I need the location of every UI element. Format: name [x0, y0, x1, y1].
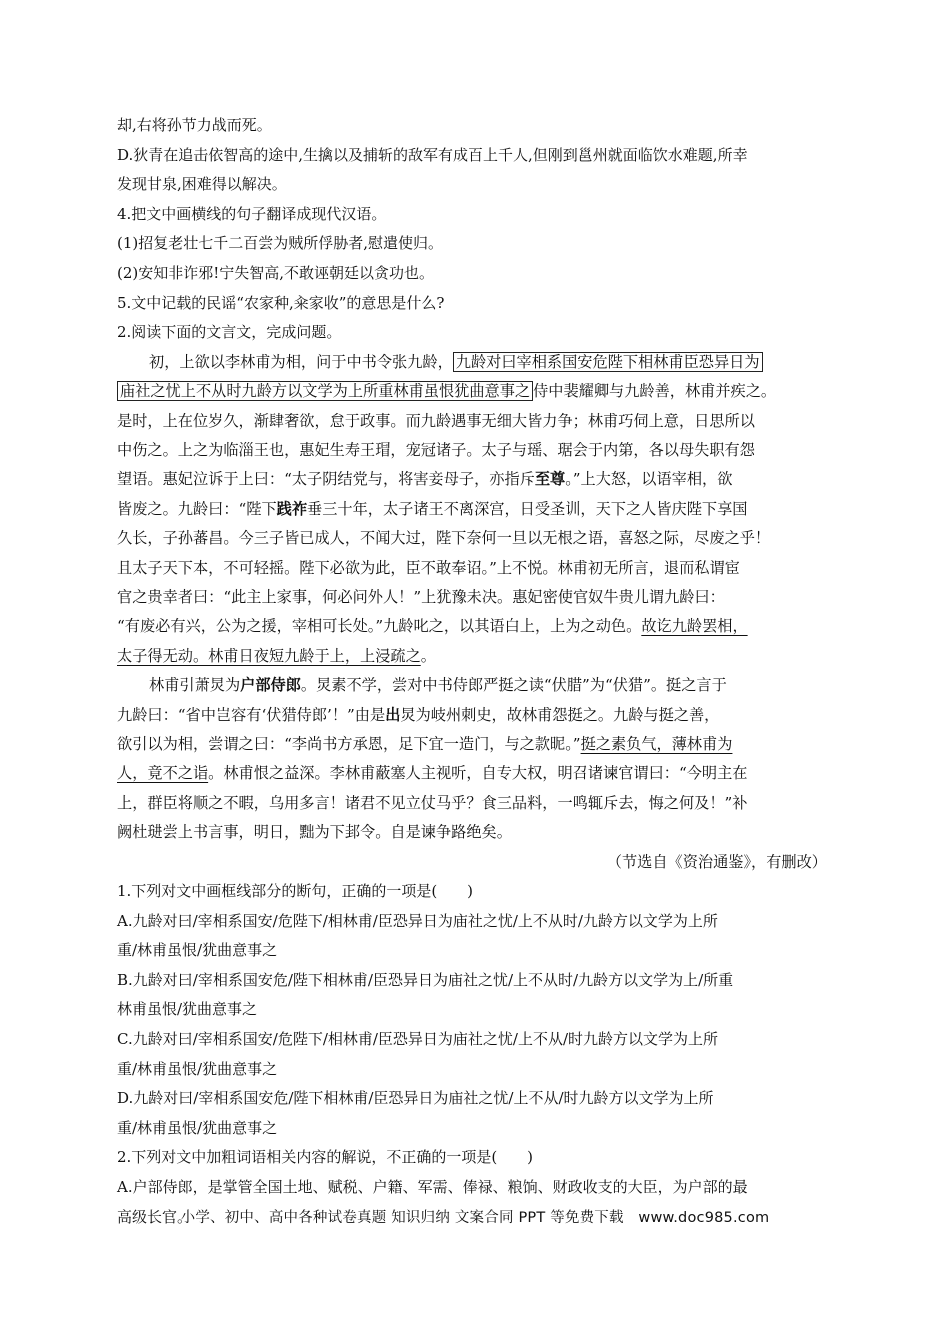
underlined-text: 故讫九龄罢相，	[641, 617, 748, 636]
bold-term: 至尊	[534, 470, 566, 489]
question-5-stem: 5.文中记载的民谣“农家种,籴家收”的意思是什么?	[117, 293, 445, 312]
questions	[117, 877, 839, 1232]
option-c: C.九龄对曰/宰相系国安/危陛下/相林甫/臣恐异日为庙社之忧/上不从/时九龄方以文学为上所	[117, 1030, 719, 1049]
passage-line: 林甫引萧炅为户部侍郎。炅素不学，尝对中书侍郎严挺之读“伏腊”为“伏猎”。挺之言于	[149, 676, 727, 695]
page-footer: 小学、初中、高中各种试卷真题 知识归纳 文案合同 PPT 等免费下载 www.doc985.com	[180, 1210, 770, 1226]
passage-line: 皆废之。九龄曰：“陛下践祚垂三十年，太子诸王不离深宫，日受圣训，天下之人皆庆陛下享国	[117, 499, 748, 518]
option-c-cont: 重/林甫虽恨/犹曲意事之	[117, 1059, 278, 1078]
option-a: A.九龄对曰/宰相系国安/危陛下/相林甫/臣恐异日为庙社之忧/上不从时/九龄方以文学为上所	[117, 911, 718, 930]
boxed-text: 九龄对曰宰相系国安危陛下相林甫臣恐异日为	[453, 352, 763, 372]
passage-line: 人，竟不之诣。林甫恨之益深。李林甫蔽塞人主视听，自专大权，明召诸谏官谓曰：“今明主在	[117, 764, 748, 783]
passage-line: “有废必有兴，公为之援，宰相可长处。”九龄叱之，以其语白上，上为之动色。故讫九龄罢相，	[117, 617, 748, 636]
option-a-cont: 高级长官。	[117, 1207, 193, 1226]
question-4-item-2: (2)安知非诈邪!宁失智高,不敢诬朝廷以贪功也。	[117, 263, 435, 282]
bold-term: 出	[385, 705, 401, 724]
passage-line: 官之贵幸者曰：“此主上家事，何必问外人！”上犹豫未决。惠妃密使官奴牛贵儿谓九龄曰：	[117, 588, 725, 606]
passage-line: 望语。惠妃泣诉于上曰：“太子阴结党与，将害妾母子，亦指斥至尊。”上大怒，以语宰相，欲	[117, 470, 733, 489]
question-4-stem: 4.把文中画横线的句子翻译成现代汉语。	[117, 204, 387, 223]
passage-line: 初，上欲以李林甫为相，问于中书令张九龄， 九龄对曰宰相系国安危陛下相林甫臣恐异日为	[117, 348, 839, 377]
passage-line: 庙社之忧上不从时九龄方以文学为上所重林甫虽恨犹曲意事之 侍中裴耀卿与九龄善，林甫并疾之。	[117, 377, 839, 406]
option-b: B.九龄对曰/宰相系国安危/陛下相林甫/臣恐异日为庙社之忧/上不从时/九龄方以文学为上/所重	[117, 970, 734, 989]
option-b-cont: 林甫虽恨/犹曲意事之	[117, 1000, 258, 1019]
passage-line: 欲引以为相，尝谓之曰：“李尚书方承恩，足下宜一造门，与之款昵。”挺之素负气，薄林甫为	[117, 735, 733, 754]
bold-term: 践祚	[276, 499, 308, 518]
underlined-text: 挺之素负气，薄林甫为	[580, 735, 733, 754]
section-2-heading: 2.阅读下面的文言文，完成问题。	[117, 323, 342, 342]
bold-term: 户部侍郎	[240, 676, 301, 695]
passage-line: 太子得无动。林甫日夜短九龄于上，上浸疏之。	[117, 646, 436, 665]
passage-source: （节选自《资治通鉴》，有删改）	[606, 852, 827, 871]
passage-line: 是时，上在位岁久，渐肆奢欲，怠于政事。而九龄遇事无细大皆力争；林甫巧伺上意，日思所以	[117, 411, 755, 430]
question-4-item-1: (1)招复老壮七千二百尝为贼所俘胁者,慰遣使归。	[117, 234, 444, 253]
document-page	[117, 111, 839, 1232]
passage-line: 阙杜琎尝上书言事，明日，黜为下邽令。自是谏争路绝矣。	[117, 823, 512, 842]
previous-question-continuation	[117, 111, 839, 348]
option-d-cont: 重/林甫虽恨/犹曲意事之	[117, 1118, 278, 1137]
passage-line: 九龄曰：“省中岂容有‘伏猎侍郎’！”由是出炅为岐州刺史，故林甫怨挺之。九龄与挺之善，	[117, 705, 720, 724]
passage-line: 中伤之。上之为临淄王也，惠妃生寿王瑁，宠冠诸子。太子与瑶、琚会于内第，各以母失职有怨	[117, 440, 755, 459]
underlined-text: 人，竟不之诣	[117, 764, 209, 783]
option-d-line: D.狄青在追击依智高的途中,生擒以及捕斩的敌军有成百上千人,但刚到邕州就面临饮水难题,所幸	[117, 145, 748, 164]
passage-line: 且太子天下本，不可轻摇。陛下必欲为此，臣不敢奉诏。”上不悦。林甫初无所言，退而私谓宦	[117, 558, 740, 577]
question-2-stem: 2.下列对文中加粗词语相关内容的解说，不正确的一项是( )	[117, 1148, 534, 1167]
option-d-line-cont: 发现甘泉,困难得以解决。	[117, 175, 287, 194]
text-line: 却,右将孙节力战而死。	[117, 116, 272, 134]
underlined-text: 太子得无动。林甫日夜短九龄于上，上浸疏之	[117, 646, 421, 665]
classical-passage	[117, 348, 839, 877]
question-1-stem: 1.下列对文中画框线部分的断句，正确的一项是( )	[117, 882, 474, 901]
passage-line: 久长，子孙蕃昌。今三子皆已成人，不闻大过，陛下奈何一旦以无根之语，喜怒之际，尽废之乎！	[117, 529, 771, 548]
passage-line: 上，群臣将顺之不暇，乌用多言！诸君不见立仗马乎？食三品料，一鸣辄斥去，悔之何及！”补	[117, 793, 748, 812]
option-d: D.九龄对曰/宰相系国安危/陛下相林甫/臣恐异日为庙社之忧/上不从/时九龄方以文学为上所	[117, 1089, 714, 1108]
boxed-text: 庙社之忧上不从时九龄方以文学为上所重林甫虽恨犹曲意事之	[117, 381, 533, 401]
option-a-cont: 重/林甫虽恨/犹曲意事之	[117, 941, 278, 960]
option-a: A.户部侍郎，是掌管全国土地、赋税、户籍、军需、俸禄、粮饷、财政收支的大臣，为户部的最	[117, 1178, 748, 1196]
